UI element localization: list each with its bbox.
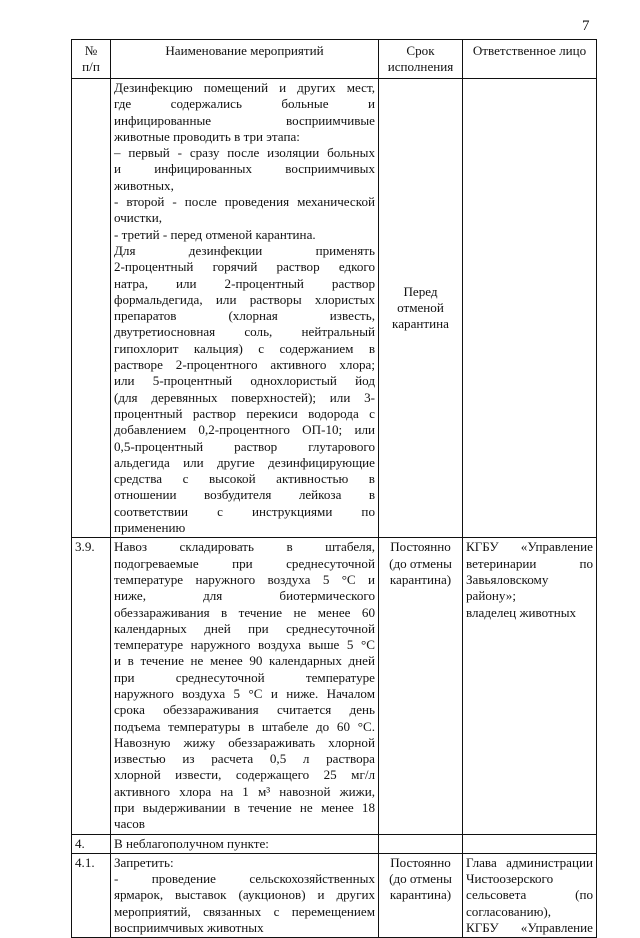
measure-line: применению bbox=[114, 520, 186, 536]
measure-line: - второй - после проведения механической bbox=[114, 194, 375, 210]
row-number: 4. bbox=[72, 834, 111, 853]
measure-line: формальдегида, или растворы хлористых bbox=[114, 291, 375, 307]
header-responsible: Ответственное лицо bbox=[463, 40, 597, 79]
measure-line: подогреваемые при среднесуточной bbox=[114, 555, 375, 571]
measure-line: альдегида или другие дезинфицирующие bbox=[114, 454, 375, 470]
measure-line: температуре наружного воздуха выше 5 °С bbox=[114, 637, 375, 653]
row-number: 4.1. bbox=[72, 853, 111, 937]
header-no bbox=[72, 40, 111, 79]
measure-line: температуре наружного воздуха 5 °С и bbox=[114, 571, 375, 587]
measure-line: очистки, bbox=[114, 210, 162, 226]
measure-line: - проведение сельскохозяйственных bbox=[114, 870, 375, 886]
measure-line: Навоз складировать в штабеля, bbox=[114, 539, 375, 555]
term-cell: Перед отменой карантина bbox=[379, 79, 463, 538]
measure-line: процентный раствор перекиси водорода с bbox=[114, 405, 375, 421]
responsible-line: КГБУ «Управление bbox=[466, 919, 593, 935]
measures-table bbox=[71, 39, 597, 938]
table-row bbox=[72, 834, 597, 853]
measure-line: отношении возбудителя лейкоза в bbox=[114, 487, 375, 503]
measure-line: часов bbox=[114, 816, 145, 832]
measure-line: и в течение не менее 90 календарных дней bbox=[114, 653, 375, 669]
measure-line: 2-процентный горячий раствор едкого bbox=[114, 259, 375, 275]
measure-line: животных, bbox=[114, 177, 174, 193]
measure-line: наружного воздуха 5 °С и ниже. Началом bbox=[114, 685, 375, 701]
measure-line: инфицированные восприимчивые bbox=[114, 112, 375, 128]
measure-line: Для дезинфекции применять bbox=[114, 242, 375, 258]
measure-line: и инфицированных восприимчивых bbox=[114, 161, 375, 177]
measure-line: Запретить: bbox=[114, 854, 174, 870]
measure-line: подъема температуры в штабеле до 60 °С. bbox=[114, 718, 375, 734]
measure-line: где содержались больные и bbox=[114, 96, 375, 112]
measure-line: обеззараживания в течение не менее 60 bbox=[114, 604, 375, 620]
measure-line: – первый - сразу после изоляции больных bbox=[114, 145, 375, 161]
responsible-cell bbox=[463, 79, 597, 538]
measure-line: двутретиосновная соль, нейтральный bbox=[114, 324, 375, 340]
measure-line: препаратов (хлорная известь, bbox=[114, 308, 375, 324]
responsible-line: району»; bbox=[466, 588, 516, 604]
measure-line: Дезинфекцию помещений и других мест, bbox=[114, 80, 375, 95]
table-row bbox=[72, 79, 597, 538]
measure-line: добавлением 0,2-процентного ОП-10; или bbox=[114, 422, 375, 438]
measure-cell: В неблагополучном пункте: bbox=[111, 834, 379, 853]
table-row bbox=[72, 538, 597, 834]
measure-line: активного хлора на 1 м³ навозной жижи, bbox=[114, 783, 375, 799]
measure-line: ярмарок, выставок (аукционов) и других bbox=[114, 887, 375, 903]
measure-line: известью из расчета 0,5 л раствора bbox=[114, 751, 375, 767]
measure-line: или 5-процентный однохлористый йод bbox=[114, 373, 375, 389]
responsible-line: согласованию), bbox=[466, 903, 552, 919]
responsible-line: сельсовета (по bbox=[466, 887, 593, 903]
measure-line: натра, или 2-процентный раствор bbox=[114, 275, 375, 291]
row-number bbox=[72, 79, 111, 538]
term-cell: Постоянно (до отмены карантина) bbox=[379, 853, 463, 937]
page-number: 7 bbox=[582, 18, 590, 34]
measure-cell bbox=[111, 538, 379, 834]
term-cell bbox=[379, 834, 463, 853]
measure-cell bbox=[111, 79, 379, 538]
measure-line: Навозную жижу обеззараживать хлорной bbox=[114, 734, 375, 750]
measure-line: восприимчивых животных bbox=[114, 919, 264, 935]
measure-line: животные проводить в три этапа: bbox=[114, 128, 300, 144]
measure-line: срока обеззараживания считается день bbox=[114, 702, 375, 718]
responsible-line: Завьяловскому bbox=[466, 571, 549, 587]
measure-line: ниже, для биотермического bbox=[114, 588, 375, 604]
responsible-cell bbox=[463, 853, 597, 937]
responsible-line: ветеринарии по bbox=[466, 555, 593, 571]
measure-line: календарных дней при среднесуточной bbox=[114, 620, 375, 636]
table-header-row bbox=[72, 40, 597, 79]
responsible-line: владелец животных bbox=[466, 604, 577, 620]
measure-line: 0,5-процентный раствор глутарового bbox=[114, 438, 375, 454]
responsible-line: Чистоозерского bbox=[466, 870, 554, 886]
header-term: Срок исполнения bbox=[379, 40, 463, 79]
responsible-line: КГБУ «Управление bbox=[466, 539, 593, 555]
measure-cell bbox=[111, 853, 379, 937]
measure-line: (для деревянных поверхностей); или 3- bbox=[114, 389, 375, 405]
term-cell: Постоянно (до отмены карантина) bbox=[379, 538, 463, 834]
responsible-cell bbox=[463, 834, 597, 853]
measure-line: - третий - перед отменой карантина. bbox=[114, 226, 316, 242]
responsible-cell bbox=[463, 538, 597, 834]
measure-line: хлорной извести, содержащего 25 мг/л bbox=[114, 767, 375, 783]
responsible-line: Глава администрации bbox=[466, 854, 593, 870]
header-no-text: № п/п bbox=[82, 43, 100, 74]
measure-line: гипохлорит кальция) с содержанием в bbox=[114, 340, 375, 356]
measure-line: соответствии с инструкциями по bbox=[114, 503, 375, 519]
row-number: 3.9. bbox=[72, 538, 111, 834]
measure-line: мероприятий, связанных с перемещением bbox=[114, 903, 375, 919]
table-row bbox=[72, 853, 597, 937]
measure-line: при выдерживании в течение не менее 18 bbox=[114, 800, 375, 816]
header-measure: Наименование мероприятий bbox=[111, 40, 379, 79]
measure-line: средства с высокой активностью в bbox=[114, 471, 375, 487]
measure-line: при среднесуточной температуре bbox=[114, 669, 375, 685]
measure-line: растворе 2-процентного активного хлора; bbox=[114, 357, 375, 373]
